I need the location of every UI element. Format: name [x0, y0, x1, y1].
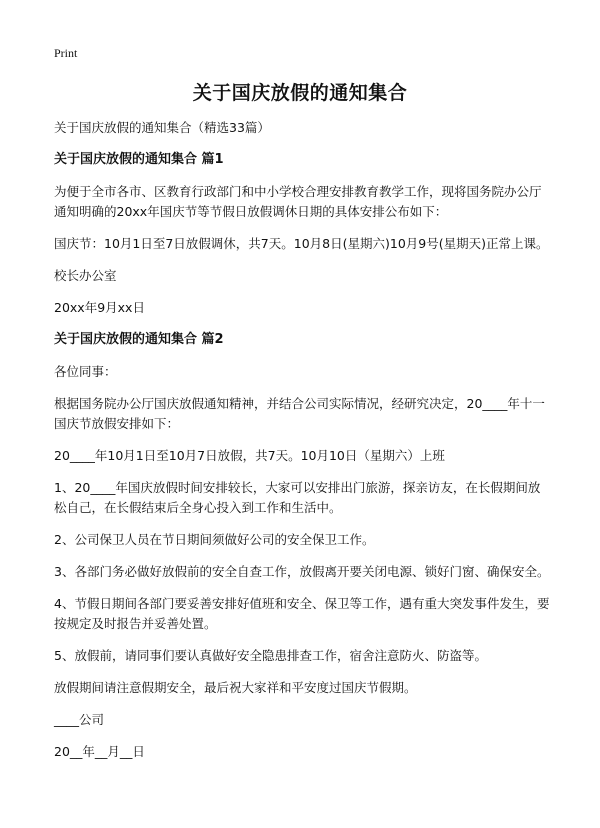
signature-date: 20xx年9月xx日: [54, 300, 145, 315]
section-heading: 关于国庆放假的通知集合 篇2: [54, 332, 224, 347]
list-item: 3、各部门务必做好放假前的安全自查工作，放假离开要关闭电源、锁好门窗、确保安全。: [54, 564, 550, 579]
signature-company: ____公司: [54, 712, 105, 727]
print-label: Print: [54, 46, 78, 60]
list-item: 4、节假日期间各部门要妥善安排好值班和安全、保卫等工作，遇有重大突发事件发生，要按规定及时报告并妥善处置。: [54, 596, 550, 631]
greeting: 各位同事：: [54, 364, 117, 379]
document-title: 关于国庆放假的通知集合: [192, 82, 408, 104]
document-subtitle: 关于国庆放假的通知集合（精选33篇）: [54, 120, 270, 135]
list-item: 5、放假前，请同事们要认真做好安全隐患排查工作，宿舍注意防火、防盗等。: [54, 648, 487, 663]
document-body: [54, 118, 550, 774]
list-item: 1、20____年国庆放假时间安排较长，大家可以安排出门旅游，探亲访友，在长假期间放松自己，在长假结束后全身心投入到工作和生活中。: [54, 480, 541, 515]
signature-date: 20__年__月__日: [54, 744, 145, 759]
paragraph: 国庆节：10月1日至7日放假调休，共7天。10月8日(星期六)10月9号(星期天)正常上课。: [54, 236, 549, 251]
paragraph: 放假期间请注意假期安全，最后祝大家祥和平安度过国庆节假期。: [54, 680, 417, 695]
paragraph: 20____年10月1日至10月7日放假，共7天。10月10日（星期六）上班: [54, 448, 445, 463]
section-heading: 关于国庆放假的通知集合 篇1: [54, 152, 224, 167]
signature-office: 校长办公室: [54, 268, 117, 283]
list-item: 2、公司保卫人员在节日期间须做好公司的安全保卫工作。: [54, 532, 375, 547]
paragraph: 根据国务院办公厅国庆放假通知精神，并结合公司实际情况，经研究决定，20____年十一国庆节放假安排如下：: [54, 396, 545, 431]
paragraph: 为便于全市各市、区教育行政部门和中小学校合理安排教育教学工作，现将国务院办公厅通知明确的20xx年国庆节等节假日放假调休日期的具体安排公布如下：: [54, 184, 542, 219]
